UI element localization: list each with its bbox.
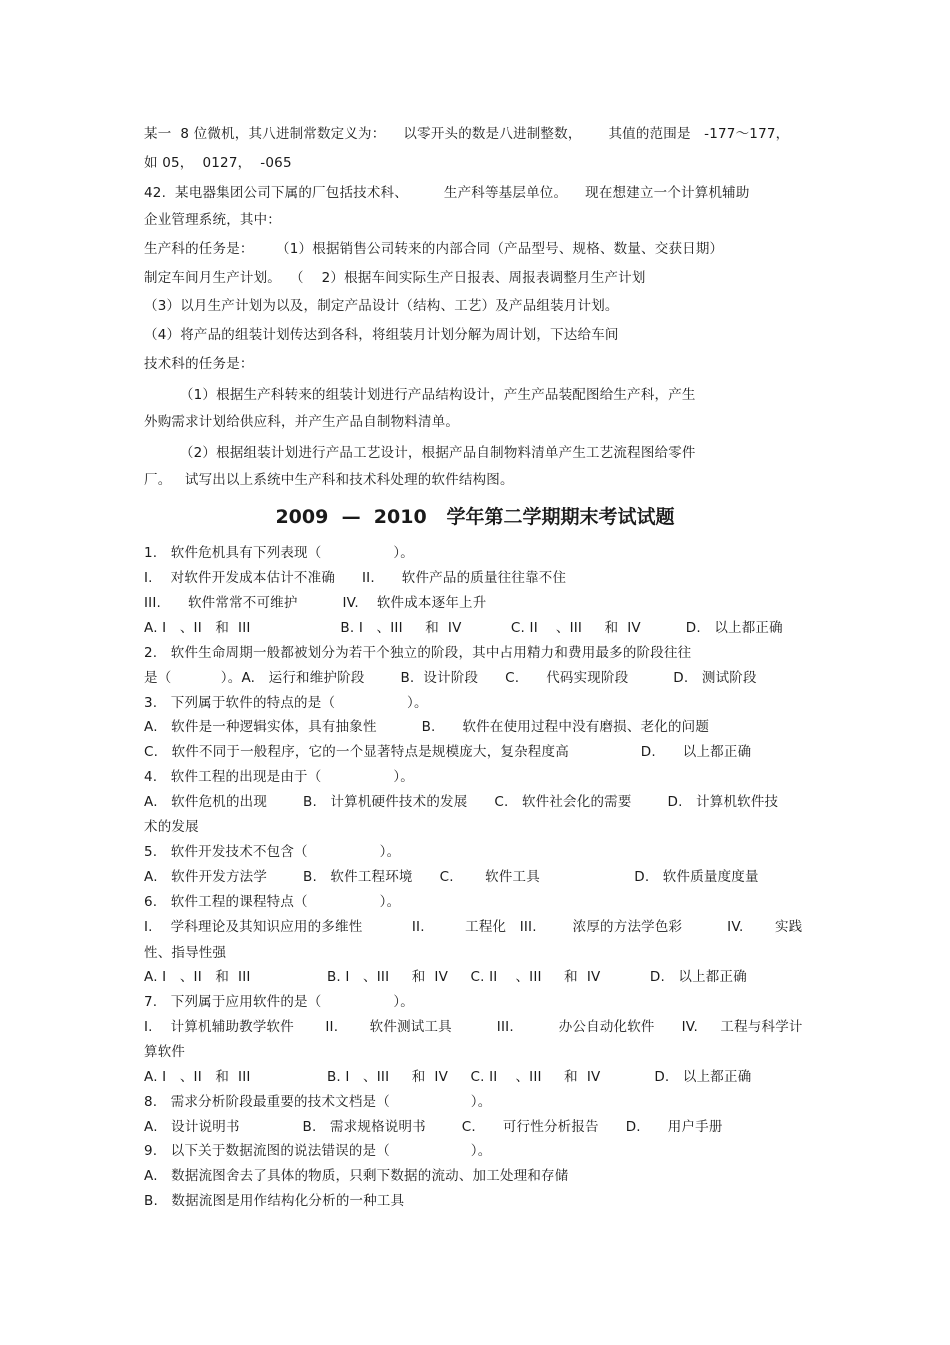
intro-line: 厂。 试写出以上系统中生产科和技术科处理的软件结构图。 (144, 472, 514, 488)
intro-line: 如 05， 0127， -065 (144, 155, 292, 171)
intro-line: 42. 某电器集团公司下属的厂包括技术科、 生产科等基层单位。 现在想建立一个计算机辅助 (144, 185, 750, 201)
question-line: A. 软件开发方法学 B. 软件工程环境 C. 软件工具 D. 软件质量度度量 (144, 869, 759, 885)
question-line: 1. 软件危机具有下列表现（ ）。 (144, 545, 414, 561)
intro-line: （2）根据组装计划进行产品工艺设计，根据产品自制物料清单产生工艺流程图给零件 (144, 445, 696, 461)
question-line: 算软件 (144, 1044, 186, 1060)
question-line: 7. 下列属于应用软件的是（ ）。 (144, 994, 414, 1010)
intro-line: 制定车间月生产计划。 （ 2）根据车间实际生产日报表、周报表调整月生产计划 (144, 270, 646, 286)
question-line: A. 软件是一种逻辑实体，具有抽象性 B. 软件在使用过程中没有磨损、老化的问题 (144, 719, 710, 735)
question-line: B. 数据流图是用作结构化分析的一种工具 (144, 1193, 405, 1209)
question-line: A. I 、II 和 III B. I 、III 和 IV C. II 、III 和 IV D. 以上都正确 (144, 1069, 752, 1085)
question-line: A. 设计说明书 B. 需求规格说明书 C. 可行性分析报告 D. 用户手册 (144, 1119, 723, 1135)
question-line: A. I 、II 和 III B. I 、III 和 IV C. II 、III 和 IV D. 以上都正确 (144, 969, 747, 985)
question-line: III. 软件常常不可维护 IV. 软件成本逐年上升 (144, 595, 487, 611)
intro-line: 技术科的任务是： (144, 356, 254, 372)
question-line: 5. 软件开发技术不包含（ ）。 (144, 844, 401, 860)
question-line: A. I 、II 和 III B. I 、III 和 IV C. II 、III 和 IV D. 以上都正确 (144, 620, 783, 636)
question-line: 8. 需求分析阶段最重要的技术文档是（ ）。 (144, 1094, 492, 1110)
question-line: 2. 软件生命周期一般都被划分为若干个独立的阶段，其中占用精力和费用最多的阶段往往 (144, 645, 692, 661)
intro-line: （3）以月生产计划为以及，制定产品设计（结构、工艺）及产品组装月计划。 (144, 298, 619, 314)
question-line: 术的发展 (144, 819, 199, 835)
intro-line: （4）将产品的组装计划传达到各科，将组装月计划分解为周计划，下达给车间 (144, 327, 619, 343)
question-line: 是（ ）。A. 运行和维护阶段 B. 设计阶段 C. 代码实现阶段 D. 测试阶段 (144, 670, 757, 686)
question-line: 6. 软件工程的课程特点（ ）。 (144, 894, 401, 910)
question-line: 9. 以下关于数据流图的说法错误的是（ ）。 (144, 1143, 492, 1159)
intro-line: 生产科的任务是： （1）根据销售公司转来的内部合同（产品型号、规格、数量、交获日期） (144, 241, 724, 257)
question-line: 4. 软件工程的出现是由于（ ）。 (144, 769, 414, 785)
intro-line: 外购需求计划给供应科，并产生产品自制物料清单。 (144, 414, 460, 430)
question-line: I. 计算机辅助教学软件 II. 软件测试工具 III. 办公自动化软件 IV. 工程与科学计 (144, 1019, 803, 1035)
question-line: A. 软件危机的出现 B. 计算机硬件技术的发展 C. 软件社会化的需要 D. 计算机软件技 (144, 794, 779, 810)
question-line: C. 软件不同于一般程序，它的一个显著特点是规模庞大，复杂程度高 D. 以上都正确 (144, 744, 752, 760)
intro-line: （1）根据生产科转来的组装计划进行产品结构设计，产生产品装配图给生产科，产生 (144, 387, 696, 403)
question-line: A. 数据流图舍去了具体的物质，只剩下数据的流动、加工处理和存储 (144, 1168, 569, 1184)
intro-line: 某一 8 位微机，其八进制常数定义为： 以零开头的数是八进制整数， 其值的范围是 -177～177， (144, 126, 790, 142)
question-line: 性、指导性强 (144, 945, 227, 961)
intro-line: 企业管理系统，其中： (144, 212, 281, 228)
exam-title: 2009 — 2010 学年第二学期期末考试试题 (275, 506, 675, 528)
question-line: 3. 下列属于软件的特点的是（ ）。 (144, 695, 428, 711)
question-line: I. 学科理论及其知识应用的多维性 II. 工程化 III. 浓厚的方法学色彩 IV. 实践 (144, 919, 803, 935)
question-line: I. 对软件开发成本估计不准确 II. 软件产品的质量往往靠不住 (144, 570, 567, 586)
